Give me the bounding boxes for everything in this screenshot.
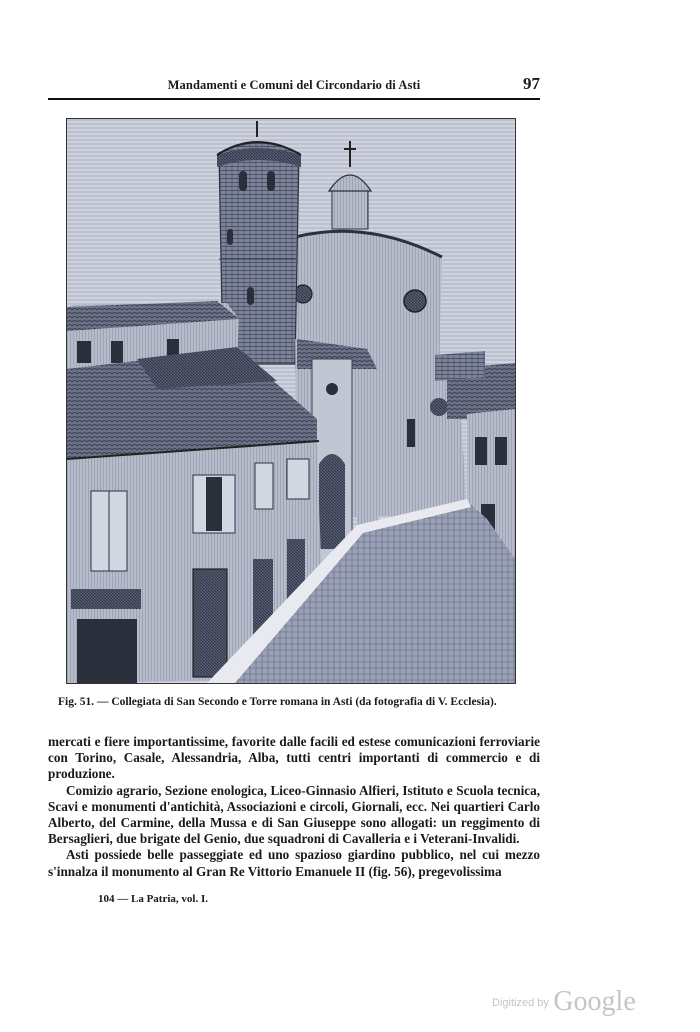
page-number: 97 <box>523 74 540 93</box>
google-logo: Google <box>553 986 636 1017</box>
figure-engraving <box>66 118 516 684</box>
paragraph-markets: mercati e fiere importantissime, favorite dalle facili ed estese comunicazioni ferroviarie con Torino, Casale, Alessandria, Alba, tutti centri importanti di commercio e di produzione. <box>48 734 540 782</box>
caption-label: Fig. 51. — <box>58 696 109 708</box>
body-text <box>48 734 540 880</box>
running-head <box>48 74 540 96</box>
caption-text: Collegiata di San Secondo e Torre romana in Asti (da fotografia di V. Ecclesia). <box>111 696 497 708</box>
printer-signature: 104 — La Patria, vol. I. <box>98 893 208 905</box>
running-title: Mandamenti e Comuni del Circondario di Asti <box>167 78 421 92</box>
header-rule <box>48 98 540 100</box>
google-watermark <box>492 986 636 1018</box>
paragraph-gardens: Asti possiede belle passeggiate ed uno spazioso giardino pubblico, nel cui mezzo s'innalza il monumento al Gran Re Vittorio Emanuele II (fig. 56), pregevolissima <box>48 847 540 879</box>
watermark-prefix: Digitized by <box>492 997 549 1009</box>
figure-caption <box>58 696 538 708</box>
engraving-illustration <box>67 119 515 683</box>
paragraph-institutions: Comizio agrario, Sezione enologica, Liceo-Ginnasio Alfieri, Istituto e Scuola tecnica, Scavi e monumenti d'antichità, Associazioni e circoli, Giornali, ecc. Nei quartieri Carlo Alberto, del Carmine, della Mussa e di San Giuseppe sono allogati: un reggimento di Bersaglieri, due brigate del Genio, due squadroni di Cavalleria e i Veterani-Invalidi. <box>48 782 540 847</box>
